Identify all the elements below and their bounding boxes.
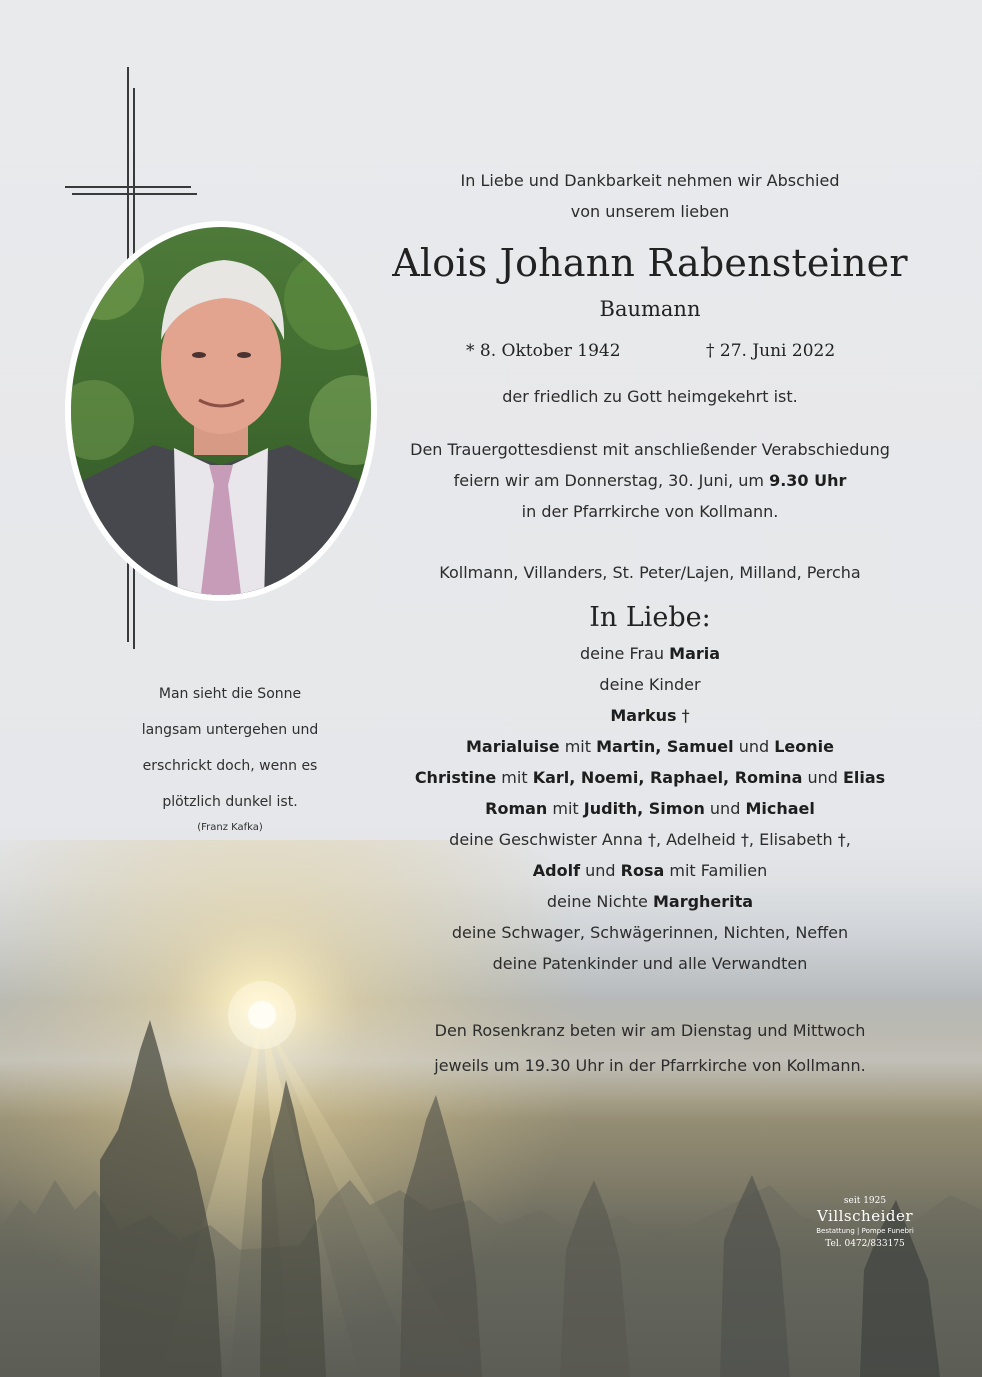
places-line: Kollmann, Villanders, St. Peter/Lajen, Milland, Percha: [439, 563, 861, 582]
quote-source: (Franz Kafka): [197, 822, 263, 833]
mourners-list: [390, 638, 910, 979]
mourner-name: Margherita: [652, 892, 754, 911]
mourner-text: deine Geschwister Anna †, Adelheid †, Elisabeth †,: [449, 830, 851, 849]
profession: Baumann: [599, 297, 701, 321]
mourner-line: [390, 917, 910, 948]
quote-line: Man sieht die Sonne: [158, 686, 302, 702]
rosary-line: jeweils um 19.30 Uhr in der Pfarrkirche von Kollmann.: [434, 1056, 866, 1075]
service-line: Den Trauergottesdienst mit anschließender Verabschiedung: [410, 440, 890, 459]
mourner-name: Judith, Simon: [583, 799, 705, 818]
service-date-text: feiern wir am Donnerstag, 30. Juni, um: [453, 471, 770, 490]
mourner-text: mit: [496, 768, 533, 787]
returned-line: der friedlich zu Gott heimgekehrt ist.: [502, 387, 798, 406]
deceased-name: Alois Johann Rabensteiner: [392, 241, 908, 285]
mourner-text: deine Frau: [579, 644, 670, 663]
birth-date: * 8. Oktober 1942: [466, 341, 621, 361]
mourner-line: [390, 793, 910, 824]
mourner-line: [390, 669, 910, 700]
kafka-quote: [120, 676, 340, 836]
mourner-line: [390, 855, 910, 886]
mourner-text: und: [580, 861, 621, 880]
life-dates: [390, 341, 910, 379]
cross-horizontal-line: [65, 186, 191, 188]
mourner-text: mit: [559, 737, 597, 756]
logo-since: seit 1925: [843, 1196, 887, 1206]
mourner-text: und: [704, 799, 746, 818]
mourner-name: Leonie: [774, 737, 834, 756]
mourner-name: Elias: [842, 768, 886, 787]
quote-line: erschrickt doch, wenn es: [142, 758, 318, 774]
mourner-line: [390, 638, 910, 669]
mourner-name: Rosa: [620, 861, 665, 880]
mourner-line: [390, 731, 910, 762]
mourner-text: und: [733, 737, 775, 756]
cross-horizontal-line: [72, 193, 197, 195]
mourner-text: deine Schwager, Schwägerinnen, Nichten, Neffen: [451, 923, 849, 942]
mourner-line: [390, 700, 910, 731]
mourner-name: Martin, Samuel: [596, 737, 734, 756]
portrait-photo: [64, 220, 378, 602]
intro-line: von unserem lieben: [570, 202, 730, 221]
intro-line: In Liebe und Dankbarkeit nehmen wir Abschied: [460, 171, 840, 190]
mourner-name: Maria: [669, 644, 721, 663]
quote-line: plötzlich dunkel ist.: [162, 794, 298, 810]
service-time: 9.30 Uhr: [769, 471, 847, 490]
mourner-line: [390, 762, 910, 793]
mourner-text: mit: [547, 799, 584, 818]
death-date: † 27. Juni 2022: [706, 341, 836, 361]
mourner-text: †: [676, 706, 690, 725]
mourner-line: [390, 948, 910, 979]
mourner-name: Roman: [485, 799, 548, 818]
mourner-text: deine Patenkinder und alle Verwandten: [492, 954, 808, 973]
mourner-text: und: [802, 768, 843, 787]
mourners-title: In Liebe:: [589, 602, 711, 633]
mourner-name: Markus: [610, 706, 677, 725]
mourner-text: deine Kinder: [599, 675, 701, 694]
funeral-home-logo: [798, 1196, 932, 1251]
mourner-name: Karl, Noemi, Raphael, Romina: [532, 768, 803, 787]
quote-line: langsam untergehen und: [141, 722, 319, 738]
mourner-name: Michael: [745, 799, 815, 818]
obituary-text: [390, 165, 910, 1083]
service-info: [390, 434, 910, 527]
logo-subtitle: Bestattung | Pompe Funebri: [816, 1227, 914, 1235]
service-line: [390, 465, 910, 496]
mourner-line: [390, 886, 910, 917]
rosary-info: [390, 1013, 910, 1083]
mourner-name: Christine: [414, 768, 497, 787]
service-line: in der Pfarrkirche von Kollmann.: [521, 502, 779, 521]
mourner-text: mit Familien: [664, 861, 768, 880]
mourner-line: [390, 824, 910, 855]
mourner-name: Marialuise: [466, 737, 560, 756]
logo-name: Villscheider: [816, 1207, 914, 1225]
rosary-line: Den Rosenkranz beten wir am Dienstag und Mittwoch: [434, 1021, 866, 1040]
mourner-name: Adolf: [532, 861, 581, 880]
logo-phone: Tel. 0472/833175: [825, 1239, 905, 1249]
mourner-text: deine Nichte: [546, 892, 653, 911]
